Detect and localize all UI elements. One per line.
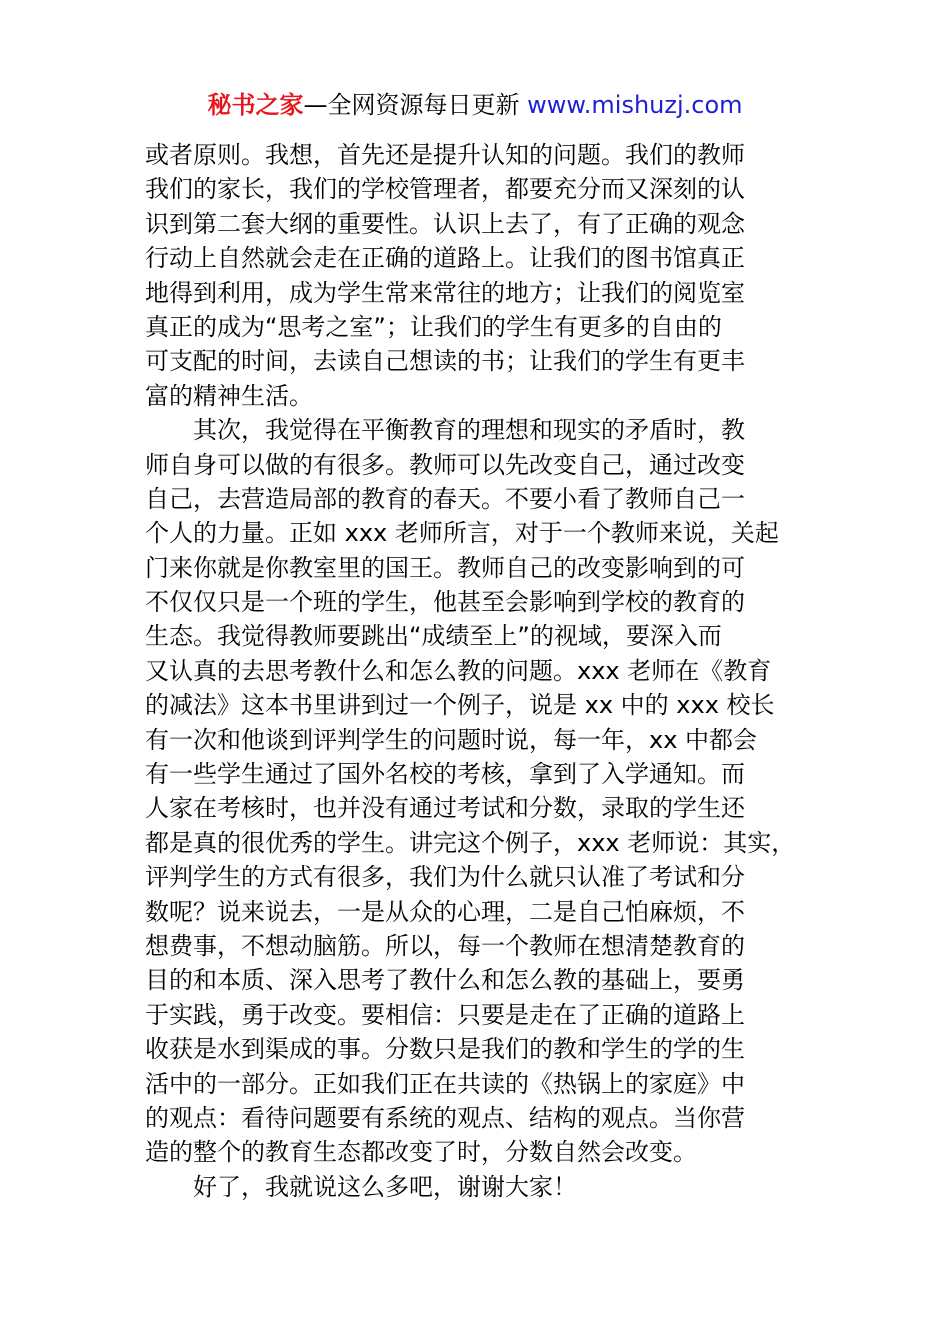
text-line: 有一些学生通过了国外名校的考核，拿到了入学通知。而 [145,760,745,789]
text-line: 富的精神生活。 [145,381,313,410]
text-line: 识到第二套大纲的重要性。认识上去了，有了正确的观念 [145,209,745,238]
text-line: 个人的力量。正如 xxx 老师所言，对于一个教师来说，关起 [145,519,779,548]
text-line: 地得到利用，成为学生常来常往的地方；让我们的阅览室 [145,278,745,307]
text-line: 评判学生的方式有很多，我们为什么就只认准了考试和分 [145,863,745,892]
paragraph-first-line: 其次，我觉得在平衡教育的理想和现实的矛盾时，教 [193,416,745,445]
text-line: 于实践，勇于改变。要相信：只要是走在了正确的道路上 [145,1000,745,1029]
text-line: 行动上自然就会走在正确的道路上。让我们的图书馆真正 [145,244,745,273]
text-line: 生态。我觉得教师要跳出“成绩至上”的视域，要深入而 [145,622,722,651]
text-line: 的减法》这本书里讲到过一个例子，说是 xx 中的 xxx 校长 [145,691,775,720]
text-line: 有一次和他谈到评判学生的问题时说，每一年，xx 中都会 [145,725,758,754]
text-line: 造的整个的教育生态都改变了时，分数自然会改变。 [145,1138,697,1167]
text-line: 门来你就是你教室里的国王。教师自己的改变影响到的可 [145,553,745,582]
brand-name: 秘书之家 [207,91,304,119]
header-tagline: —全网资源每日更新 [303,91,528,119]
text-line: 数呢？说来说去，一是从众的心理，二是自己怕麻烦，不 [145,897,745,926]
text-line: 不仅仅只是一个班的学生，他甚至会影响到学校的教育的 [145,588,745,617]
text-line: 可支配的时间，去读自己想读的书；让我们的学生有更丰 [145,347,745,376]
text-line: 又认真的去思考教什么和怎么教的问题。xxx 老师在《教育 [145,656,772,685]
website-link[interactable]: www.mishuzj.com [527,91,743,119]
document-body [145,138,805,1204]
paragraph-first-line: 好了，我就说这么多吧，谢谢大家！ [193,1172,577,1201]
page-header [0,88,950,122]
text-line: 自己，去营造局部的教育的春天。不要小看了教师自己一 [145,484,745,513]
text-line: 师自身可以做的有很多。教师可以先改变自己，通过改变 [145,450,745,479]
text-line: 想费事，不想动脑筋。所以，每一个教师在想清楚教育的 [145,931,745,960]
text-line: 我们的家长，我们的学校管理者，都要充分而又深刻的认 [145,175,745,204]
text-line: 或者原则。我想，首先还是提升认知的问题。我们的教师 [145,141,745,169]
text-line: 的观点：看待问题要有系统的观点、结构的观点。当你营 [145,1103,745,1132]
text-line: 真正的成为“思考之室”；让我们的学生有更多的自由的 [145,312,722,341]
text-line: 都是真的很优秀的学生。讲完这个例子，xxx 老师说：其实， [145,828,796,857]
text-line: 收获是水到渠成的事。分数只是我们的教和学生的学的生 [145,1035,745,1064]
text-line: 活中的一部分。正如我们正在共读的《热锅上的家庭》中 [145,1069,745,1098]
text-line: 人家在考核时，也并没有通过考试和分数，录取的学生还 [145,794,745,823]
text-line: 目的和本质、深入思考了教什么和怎么教的基础上，要勇 [145,966,745,995]
